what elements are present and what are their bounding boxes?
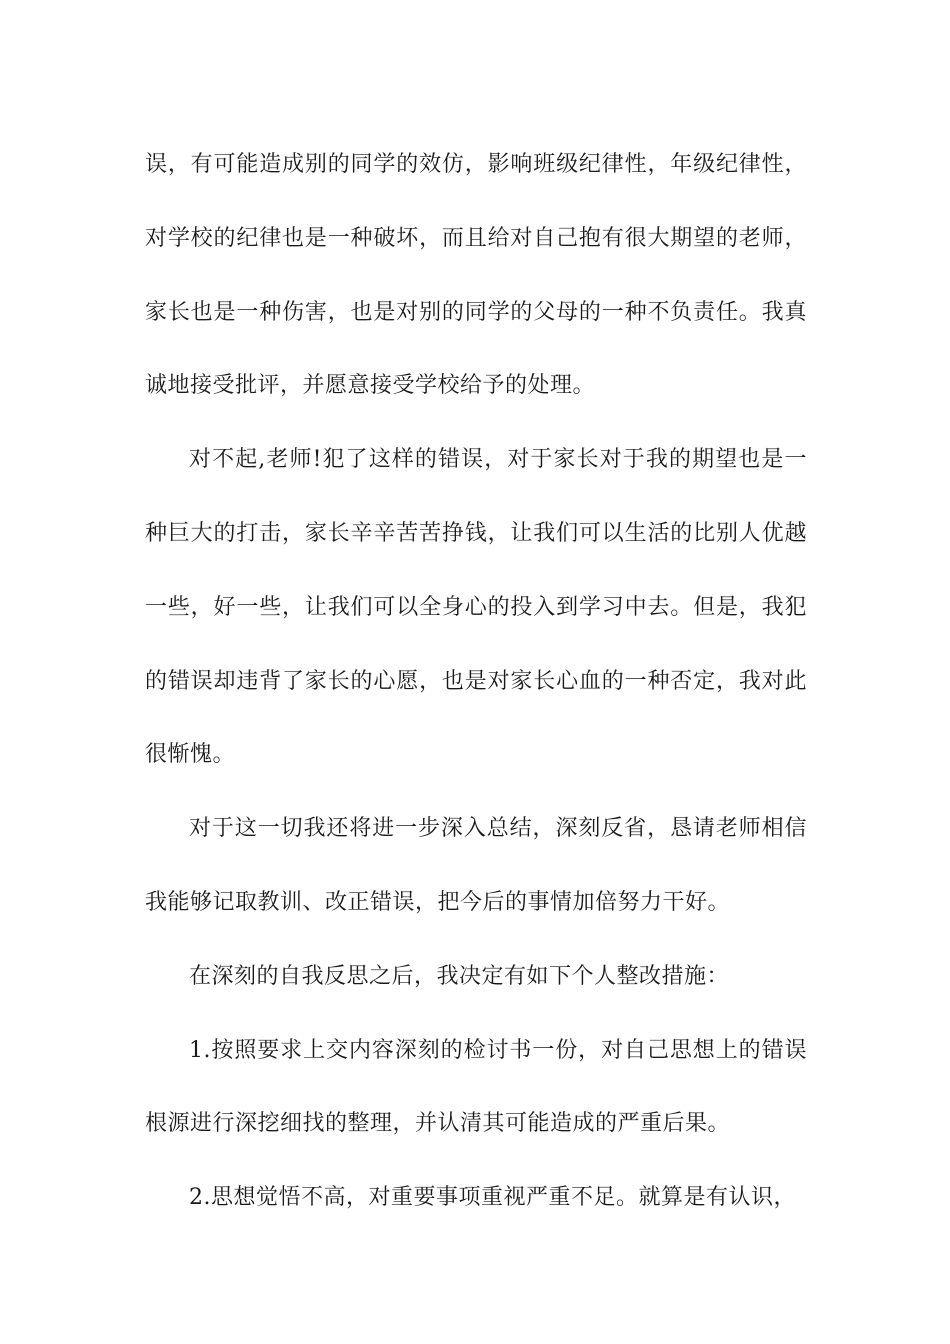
paragraph-3: 对于这一切我还将进一步深入总结，深刻反省，恳请老师相信我能够记取教训、改正错误，把今后的事情加倍努力干好。 [145,816,807,915]
list-item-1: 1.按照要求上交内容深刻的检讨书一份，对自己思想上的错误根源进行深挖细找的整理，并认清其可能造成的严重后果。 [145,1037,807,1137]
paragraph-4: 在深刻的自我反思之后，我决定有如下个人整改措施： [189,963,730,989]
paragraph-1: 误，有可能造成别的同学的效仿，影响班级纪律性，年级纪律性，对学校的纪律也是一种破坏，而且给对自己抱有很大期望的老师，家长也是一种伤害，也是对别的同学的父母的一种不负责任。我真诚地接受批评，并愿意接受学校给予的处理。 [145,152,807,399]
document-body [145,128,807,1235]
list-item-2: 2.思想觉悟不高，对重要事项重视严重不足。就算是有认识， [189,1185,796,1211]
paragraph-2: 对不起,老师!犯了这样的错误，对于家长对于我的期望也是一种巨大的打击，家长辛辛苦苦挣钱，让我们可以生活的比别人优越一些，好一些，让我们可以全身心的投入到学习中去。但是，我犯的错误却违背了家长的心愿，也是对家长心血的一种否定，我对此很惭愧。 [145,447,807,768]
